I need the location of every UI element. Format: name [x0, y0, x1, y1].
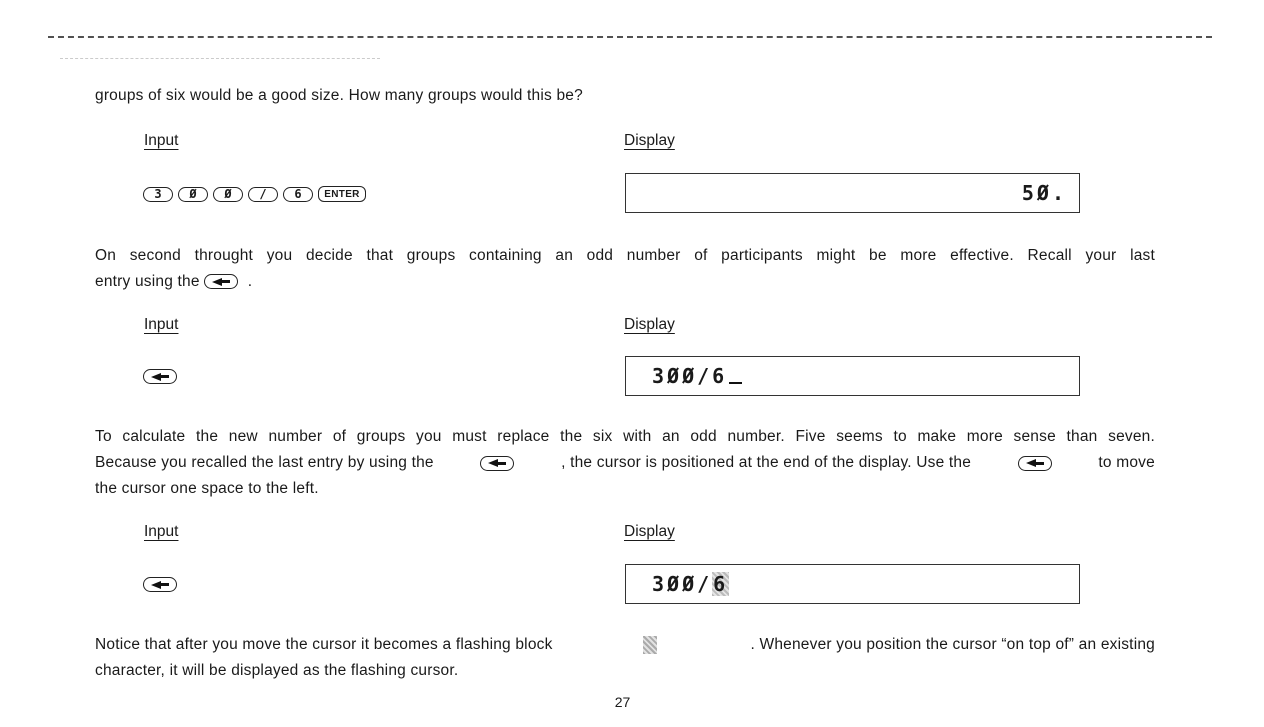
- calculator-display-3: [625, 564, 1080, 604]
- key-6: 6: [283, 187, 313, 202]
- left-arrow-key-icon: [143, 577, 177, 592]
- page-number: 27: [614, 694, 631, 710]
- left-arrow-key-icon: [1018, 456, 1052, 471]
- key-sequence-2: [143, 369, 182, 384]
- display-label-2: Display: [624, 316, 675, 333]
- paragraph-4-line-1-a: Notice that after you move the cursor it becomes a flashing block: [95, 636, 553, 653]
- underscore-cursor-icon: [729, 382, 742, 384]
- input-label-2: Input: [144, 316, 179, 333]
- key-sequence-3: [143, 577, 182, 592]
- paragraph-4-line-2: character, it will be displayed as the flashing cursor.: [95, 662, 459, 679]
- input-label-3: Input: [144, 523, 179, 540]
- display-label-1: Display: [624, 132, 675, 149]
- paragraph-2: [95, 243, 1155, 295]
- paragraph-4-line-1-b: . Whenever you position the cursor “on top of” an existing: [750, 636, 1155, 653]
- key-divide: /: [248, 187, 278, 202]
- flashing-block-cursor-icon: 6: [713, 572, 729, 596]
- paragraph-3-line-3: the cursor one space to the left.: [95, 480, 319, 497]
- input-label-1: Input: [144, 132, 179, 149]
- key-sequence-1: [143, 186, 371, 202]
- display-value-1: 5Ø.: [1021, 181, 1067, 205]
- paragraph-3: [95, 424, 1155, 502]
- page-top-rule-faint: [60, 58, 380, 59]
- paragraph-3-line-2-a: Because you recalled the last entry by using the: [95, 454, 434, 471]
- key-enter: ENTER: [318, 186, 366, 202]
- display-label-3: Display: [624, 523, 675, 540]
- paragraph-1-text: groups of six would be a good size. How many groups would this be?: [95, 87, 583, 104]
- left-arrow-key-icon: [480, 456, 514, 471]
- left-arrow-key-icon: [143, 369, 177, 384]
- paragraph-3-line-2-c: to move: [1098, 454, 1155, 471]
- display-value-3-prefix: 3ØØ/: [652, 572, 713, 596]
- paragraph-3-line-1: To calculate the new number of groups you must replace the six with an odd number. Five seems to make more sense than seven.: [95, 428, 1155, 445]
- key-zero-2: Ø: [213, 187, 243, 202]
- flashing-block-cursor-icon: [643, 636, 657, 654]
- paragraph-2-line-2-text: entry using the: [95, 273, 200, 290]
- paragraph-1: [95, 83, 1155, 109]
- display-value-2: 3ØØ/6: [652, 364, 728, 388]
- paragraph-2-line-2-end: .: [243, 273, 253, 290]
- left-arrow-key-icon: [204, 274, 238, 289]
- paragraph-2-line-2: [95, 269, 1155, 295]
- page-top-rule: [48, 36, 1212, 38]
- paragraph-2-line-1: On second throught you decide that groups containing an odd number of participants might be more effective. Recall your last: [95, 247, 1155, 264]
- key-zero-1: Ø: [178, 187, 208, 202]
- paragraph-4-line-1: [95, 632, 1155, 658]
- key-3: 3: [143, 187, 173, 202]
- calculator-display-2: [625, 356, 1080, 396]
- calculator-display-1: [625, 173, 1080, 213]
- paragraph-3-line-2: [95, 450, 1155, 476]
- paragraph-4: [95, 632, 1155, 684]
- paragraph-3-line-2-b: , the cursor is positioned at the end of the display. Use the: [561, 454, 972, 471]
